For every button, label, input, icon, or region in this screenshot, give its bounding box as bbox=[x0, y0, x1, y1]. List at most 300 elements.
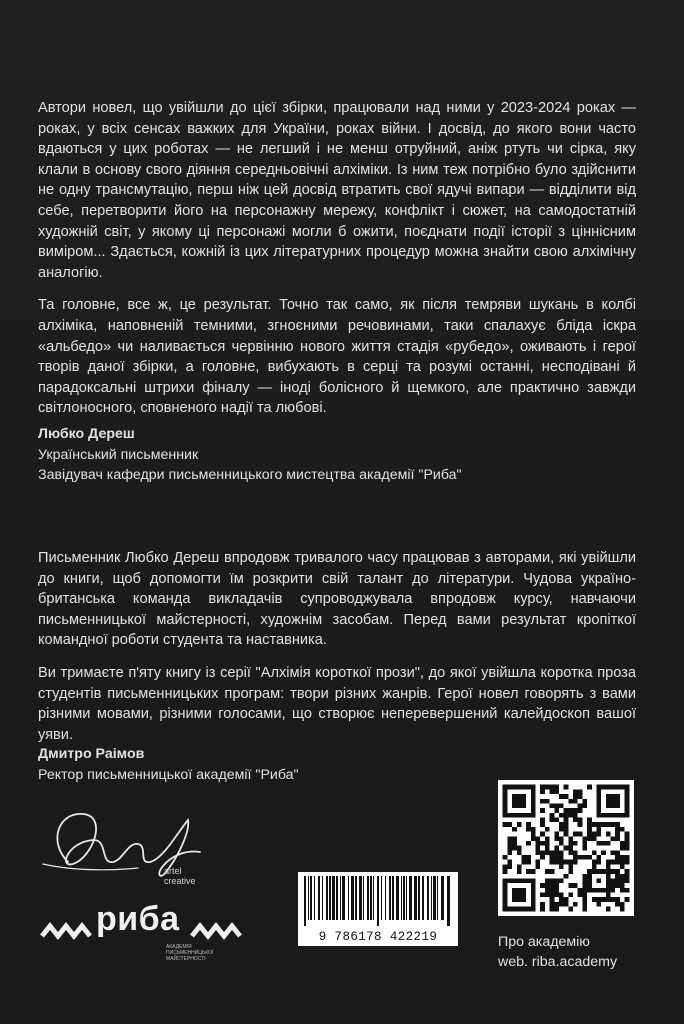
qr-module bbox=[550, 869, 555, 874]
qr-module bbox=[615, 827, 620, 832]
qr-module bbox=[582, 841, 587, 846]
qr-module bbox=[615, 883, 620, 888]
qr-module bbox=[568, 850, 573, 855]
qr-module bbox=[536, 846, 541, 851]
barcode-bar bbox=[414, 876, 417, 920]
qr-module bbox=[582, 888, 587, 893]
qr-module bbox=[554, 888, 559, 893]
qr-module bbox=[540, 893, 545, 898]
qr-module bbox=[550, 818, 555, 823]
intro-signature bbox=[38, 424, 462, 486]
qr-module bbox=[573, 902, 578, 907]
qr-module bbox=[606, 864, 611, 869]
qr-module bbox=[531, 836, 536, 841]
signature-name: Любко Дереш bbox=[38, 426, 135, 442]
qr-module bbox=[540, 841, 545, 846]
qr-module bbox=[620, 855, 625, 860]
qr-module bbox=[540, 799, 545, 804]
qr-module bbox=[578, 855, 583, 860]
barcode-bar bbox=[409, 876, 412, 920]
qr-module bbox=[601, 822, 606, 827]
qr-module bbox=[582, 803, 587, 808]
qr-module bbox=[507, 864, 512, 869]
second-paragraph-2: Ви тримаєте п'яту книгу із серії "Алхімія короткої прози", до якої увійшла коротка проза студентів письменницьких програм: твори різних жанрів. Герої новел говорять з вами різними мовами, різними голосами, що створює неперевершений калейдоскоп вашої уяви. bbox=[38, 664, 636, 743]
qr-module bbox=[517, 864, 522, 869]
qr-module bbox=[615, 836, 620, 841]
qr-module bbox=[554, 878, 559, 883]
qr-module bbox=[559, 860, 564, 865]
qr-module bbox=[611, 888, 616, 893]
qr-module bbox=[554, 836, 559, 841]
academy-link[interactable]: web. riba.academy bbox=[498, 954, 618, 970]
isbn-barcode bbox=[298, 872, 458, 946]
qr-module bbox=[564, 832, 569, 837]
qr-module bbox=[540, 818, 545, 823]
qr-module bbox=[615, 874, 620, 879]
barcode-bar bbox=[367, 876, 369, 920]
qr-module bbox=[550, 897, 555, 902]
signature-role: Український письменник bbox=[38, 446, 199, 463]
qr-module bbox=[592, 836, 597, 841]
qr-module bbox=[564, 860, 569, 865]
qr-module bbox=[568, 869, 573, 874]
qr-module bbox=[507, 836, 512, 841]
qr-module bbox=[596, 832, 601, 837]
second-signature bbox=[38, 744, 299, 785]
qr-module bbox=[531, 827, 536, 832]
qr-module bbox=[559, 822, 564, 827]
qr-module bbox=[611, 897, 616, 902]
barcode-bar bbox=[437, 876, 438, 920]
qr-module bbox=[554, 818, 559, 823]
qr-module bbox=[550, 878, 555, 883]
qr-module bbox=[554, 850, 559, 855]
qr-module bbox=[545, 799, 550, 804]
qr-module bbox=[536, 864, 541, 869]
qr-module bbox=[615, 878, 620, 883]
qr-module bbox=[606, 897, 611, 902]
barcode-bar bbox=[310, 876, 312, 920]
qr-module bbox=[611, 836, 616, 841]
qr-module bbox=[620, 864, 625, 869]
intro-text bbox=[38, 98, 636, 419]
qr-module bbox=[578, 818, 583, 823]
qr-module bbox=[606, 822, 611, 827]
qr-module bbox=[545, 836, 550, 841]
qr-module bbox=[578, 893, 583, 898]
qr-module bbox=[606, 841, 611, 846]
qr-module bbox=[512, 846, 517, 851]
qr-module bbox=[526, 841, 531, 846]
qr-module bbox=[531, 869, 536, 874]
qr-module bbox=[564, 808, 569, 813]
qr-module bbox=[620, 874, 625, 879]
barcode-bar bbox=[363, 876, 364, 920]
qr-module bbox=[625, 874, 630, 879]
qr-module bbox=[596, 860, 601, 865]
intro-paragraph-1: Автори новел, що увійшли до цієї збірки, працювали над ними у 2023-2024 роках — роках, у всіх сенсах важких для України, роках війни. І досвід, до якого вони часто вдаються у цих роботах — не легший і не менш отруйний, аніж ртуть чи сірка, яку клали в основу свого діяння середньовічні алхіміки. Із ним теж потрібно було здійснити не одну трансмутацію, перш ніж цей досвід втратить свої ядучі випари — відділити від себе, перетворити його на персонажну мережу, конфлікт і сюжет, на самодостатній художній світ, у якому ці персонажі могли б ожити, поєднати події історії з ціннісним виміром... Здається, кожній із цих літературних процедур можна знайти свою алхімічну аналогію. bbox=[38, 100, 636, 281]
qr-module bbox=[554, 785, 559, 790]
qr-module bbox=[601, 841, 606, 846]
qr-module bbox=[578, 803, 583, 808]
qr-module bbox=[564, 794, 569, 799]
qr-module bbox=[592, 864, 597, 869]
qr-module bbox=[620, 888, 625, 893]
qr-module bbox=[559, 803, 564, 808]
barcode-number: 9 786178 422219 bbox=[318, 930, 438, 944]
qr-module bbox=[559, 827, 564, 832]
qr-module bbox=[578, 794, 583, 799]
qr-module bbox=[559, 813, 564, 818]
qr-module bbox=[517, 822, 522, 827]
qr-module bbox=[517, 846, 522, 851]
qr-module bbox=[582, 878, 587, 883]
qr-module bbox=[596, 902, 601, 907]
qr-module bbox=[582, 897, 587, 902]
qr-module bbox=[606, 860, 611, 865]
qr-module bbox=[564, 822, 569, 827]
qr-module bbox=[536, 850, 541, 855]
qr-module bbox=[554, 803, 559, 808]
qr-module bbox=[545, 850, 550, 855]
qr-module bbox=[507, 846, 512, 851]
barcode-bar bbox=[370, 876, 372, 920]
qr-module bbox=[606, 893, 611, 898]
qr-module bbox=[559, 902, 564, 907]
qr-module bbox=[507, 860, 512, 865]
qr-module bbox=[620, 841, 625, 846]
qr-module bbox=[620, 827, 625, 832]
qr-module bbox=[578, 808, 583, 813]
qr-module bbox=[507, 850, 512, 855]
qr-module bbox=[620, 907, 625, 912]
qr-module bbox=[615, 850, 620, 855]
qr-module bbox=[568, 907, 573, 912]
barcode-bar bbox=[433, 876, 436, 920]
artel-label: artel creative bbox=[164, 866, 196, 886]
qr-module bbox=[536, 836, 541, 841]
qr-module bbox=[568, 808, 573, 813]
qr-module bbox=[540, 850, 545, 855]
riba-word: риба bbox=[96, 900, 180, 938]
qr-module bbox=[545, 846, 550, 851]
qr-module bbox=[564, 785, 569, 790]
qr-module bbox=[625, 869, 630, 874]
qr-module bbox=[578, 789, 583, 794]
qr-module bbox=[559, 850, 564, 855]
qr-module bbox=[540, 785, 545, 790]
qr-module bbox=[564, 897, 569, 902]
qr-module bbox=[582, 836, 587, 841]
qr-module bbox=[517, 869, 522, 874]
qr-module bbox=[568, 893, 573, 898]
qr-module bbox=[582, 855, 587, 860]
qr-module bbox=[545, 869, 550, 874]
qr-module bbox=[582, 893, 587, 898]
qr-module bbox=[526, 860, 531, 865]
qr-module bbox=[521, 855, 526, 860]
qr-module bbox=[550, 888, 555, 893]
qr-module bbox=[596, 855, 601, 860]
qr-module bbox=[625, 836, 630, 841]
barcode-bar bbox=[332, 876, 335, 920]
qr-module bbox=[625, 888, 630, 893]
barcode-bar bbox=[348, 876, 349, 920]
riba-logo bbox=[40, 898, 260, 962]
barcode-bar bbox=[351, 876, 354, 920]
qr-module bbox=[512, 794, 526, 808]
qr-module bbox=[625, 860, 630, 865]
qr-module bbox=[596, 822, 601, 827]
qr-module bbox=[625, 832, 630, 837]
barcode-bar bbox=[340, 876, 341, 920]
qr-module bbox=[615, 855, 620, 860]
intro-paragraph-2: Та головне, все ж, це результат. Точно так само, як після темряви шукань в колбі алхіміка, наповненій темними, згноєними речовинами, таки спалахує бліда іскра «альбедо» чи наливається червінню нового життя стадія «рубедо», оживають і герої творів даної збірки, а головне, вибухають в серці та розумі останні, несподівані й парадоксальні штрихи фіналу — іноді болісного й щемкого, але практично завжди світлоносного, сповненого надії та любові. bbox=[38, 297, 636, 417]
qr-module bbox=[503, 864, 508, 869]
barcode-bar bbox=[406, 876, 407, 920]
qr-module bbox=[611, 822, 616, 827]
qr-module bbox=[545, 883, 550, 888]
qr-module bbox=[596, 897, 601, 902]
qr-module bbox=[615, 902, 620, 907]
qr-module bbox=[592, 897, 597, 902]
qr-module bbox=[512, 836, 517, 841]
qr-module bbox=[559, 893, 564, 898]
qr-module bbox=[564, 902, 569, 907]
qr-module bbox=[545, 841, 550, 846]
qr-module bbox=[545, 827, 550, 832]
qr-module bbox=[503, 855, 508, 860]
qr-module bbox=[540, 902, 545, 907]
qr-module bbox=[592, 822, 597, 827]
qr-module bbox=[601, 850, 606, 855]
qr-module bbox=[620, 902, 625, 907]
qr-module bbox=[554, 902, 559, 907]
qr-module bbox=[573, 850, 578, 855]
qr-module bbox=[550, 785, 555, 790]
qr-module bbox=[592, 850, 597, 855]
barcode-bar bbox=[385, 876, 386, 920]
qr-module bbox=[568, 836, 573, 841]
barcode-bar bbox=[304, 876, 306, 926]
qr-module bbox=[554, 883, 559, 888]
barcode-bar bbox=[308, 876, 309, 920]
qr-module bbox=[606, 832, 611, 837]
barcode-bar bbox=[359, 876, 362, 920]
qr-module bbox=[540, 822, 545, 827]
barcode-bar bbox=[336, 876, 338, 920]
qr-module bbox=[540, 883, 545, 888]
qr-module bbox=[507, 841, 512, 846]
barcode-bar bbox=[373, 876, 374, 920]
qr-module bbox=[587, 827, 592, 832]
qr-module bbox=[620, 883, 625, 888]
qr-module bbox=[573, 832, 578, 837]
qr-module bbox=[550, 850, 555, 855]
barcode-bar bbox=[329, 876, 331, 920]
qr-module bbox=[554, 789, 559, 794]
qr-module bbox=[550, 803, 555, 808]
qr-module bbox=[568, 883, 573, 888]
qr-module bbox=[512, 841, 517, 846]
qr-module bbox=[582, 799, 587, 804]
qr-module bbox=[536, 841, 541, 846]
barcode-bar bbox=[389, 876, 391, 920]
qr-module bbox=[615, 869, 620, 874]
qr-module bbox=[564, 813, 569, 818]
barcode-bar bbox=[447, 876, 450, 926]
qr-module bbox=[503, 869, 508, 874]
qr-module bbox=[531, 832, 536, 837]
qr-module bbox=[596, 827, 601, 832]
barcode-bar bbox=[342, 876, 345, 920]
qr-module bbox=[512, 888, 526, 902]
qr-module bbox=[596, 841, 601, 846]
qr-module bbox=[550, 860, 555, 865]
qr-module bbox=[550, 907, 555, 912]
qr-code-pattern bbox=[498, 780, 634, 916]
qr-module bbox=[564, 874, 569, 879]
qr-module bbox=[625, 878, 630, 883]
qr-module bbox=[554, 808, 559, 813]
qr-module bbox=[564, 846, 569, 851]
qr-module bbox=[559, 864, 564, 869]
qr-code[interactable] bbox=[498, 780, 634, 916]
qr-module bbox=[526, 822, 531, 827]
qr-module bbox=[568, 860, 573, 865]
qr-module bbox=[587, 832, 592, 837]
qr-module bbox=[554, 907, 559, 912]
qr-module bbox=[573, 799, 578, 804]
qr-module bbox=[573, 789, 578, 794]
signature-name: Дмитро Раімов bbox=[38, 746, 145, 762]
qr-module bbox=[611, 860, 616, 865]
qr-module bbox=[559, 794, 564, 799]
qr-module bbox=[559, 841, 564, 846]
qr-module bbox=[573, 860, 578, 865]
qr-module bbox=[568, 799, 573, 804]
wave-left-icon bbox=[40, 908, 96, 948]
qr-module bbox=[573, 841, 578, 846]
qr-module bbox=[611, 883, 616, 888]
qr-module bbox=[620, 878, 625, 883]
qr-module bbox=[611, 850, 616, 855]
qr-module bbox=[550, 813, 555, 818]
qr-module bbox=[517, 850, 522, 855]
qr-module bbox=[545, 893, 550, 898]
qr-module bbox=[568, 841, 573, 846]
barcode-bar bbox=[431, 876, 432, 920]
second-text bbox=[38, 548, 636, 745]
barcode-bar bbox=[427, 876, 429, 920]
signature-role: Завідувач кафедри письменницького мистецтва академії "Риба" bbox=[38, 467, 462, 484]
qr-module bbox=[512, 827, 517, 832]
qr-module bbox=[554, 860, 559, 865]
qr-module bbox=[596, 878, 601, 883]
barcode-bar bbox=[441, 876, 444, 920]
qr-module bbox=[573, 813, 578, 818]
qr-module bbox=[521, 860, 526, 865]
qr-module bbox=[507, 822, 512, 827]
qr-module bbox=[620, 846, 625, 851]
qr-module bbox=[587, 818, 592, 823]
qr-module bbox=[526, 855, 531, 860]
barcode-bar bbox=[318, 876, 320, 920]
qr-module bbox=[550, 883, 555, 888]
qr-module bbox=[582, 902, 587, 907]
qr-module bbox=[540, 855, 545, 860]
qr-module bbox=[625, 897, 630, 902]
barcode-bar bbox=[392, 876, 394, 920]
qr-module bbox=[568, 813, 573, 818]
qr-module bbox=[587, 822, 592, 827]
qr-module bbox=[554, 832, 559, 837]
qr-module bbox=[606, 907, 611, 912]
qr-module bbox=[573, 855, 578, 860]
qr-module bbox=[568, 864, 573, 869]
qr-module bbox=[554, 855, 559, 860]
qr-module bbox=[536, 860, 541, 865]
barcode-bar bbox=[326, 876, 328, 920]
barcode-bar bbox=[322, 876, 323, 920]
qr-module bbox=[564, 818, 569, 823]
barcode-bar bbox=[377, 876, 379, 926]
qr-caption-title: Про академію bbox=[498, 934, 590, 950]
qr-caption bbox=[498, 932, 617, 972]
qr-module bbox=[582, 907, 587, 912]
qr-module bbox=[573, 808, 578, 813]
riba-subtitle: АКАДЕМІЯ ПИСЬМЕННИЦЬКОЇ МАЙСТЕРНОСТІ bbox=[166, 944, 214, 962]
barcode-bar bbox=[381, 876, 382, 920]
qr-module bbox=[592, 860, 597, 865]
qr-module bbox=[582, 883, 587, 888]
qr-module bbox=[550, 855, 555, 860]
qr-module bbox=[578, 888, 583, 893]
qr-module bbox=[540, 808, 545, 813]
barcode-bar bbox=[396, 876, 399, 920]
second-paragraph-1: Письменник Любко Дереш впродовж тривалого часу працював з авторами, які увійшли до книги, щоб допомогти їм розкрити свій талант до літератури. Чудова україно-британська команда викладачів супроводжувала впродовж курсу, навчаючи письменницької майстерності, художнім засобам. Перед вами результат кропіткої командної роботи студента та наставника. bbox=[38, 550, 636, 649]
qr-module bbox=[545, 785, 550, 790]
qr-module bbox=[564, 827, 569, 832]
barcode-bar bbox=[418, 876, 420, 920]
qr-module bbox=[559, 855, 564, 860]
qr-module bbox=[615, 832, 620, 837]
qr-module bbox=[625, 841, 630, 846]
qr-module bbox=[611, 869, 616, 874]
qr-module bbox=[526, 869, 531, 874]
qr-module bbox=[573, 818, 578, 823]
qr-module bbox=[559, 878, 564, 883]
qr-module bbox=[526, 827, 531, 832]
qr-module bbox=[615, 822, 620, 827]
barcode-bar bbox=[314, 876, 315, 920]
wave-right-icon bbox=[190, 908, 246, 948]
qr-module bbox=[615, 860, 620, 865]
qr-module bbox=[573, 883, 578, 888]
barcode-bar bbox=[422, 876, 424, 920]
qr-module bbox=[578, 822, 583, 827]
qr-module bbox=[550, 893, 555, 898]
barcode-bar bbox=[401, 876, 402, 920]
qr-module bbox=[545, 878, 550, 883]
barcode-bar bbox=[403, 876, 405, 920]
qr-module bbox=[559, 836, 564, 841]
qr-module bbox=[503, 822, 508, 827]
qr-module bbox=[545, 888, 550, 893]
qr-module bbox=[592, 832, 597, 837]
qr-module bbox=[550, 902, 555, 907]
qr-module bbox=[550, 789, 555, 794]
